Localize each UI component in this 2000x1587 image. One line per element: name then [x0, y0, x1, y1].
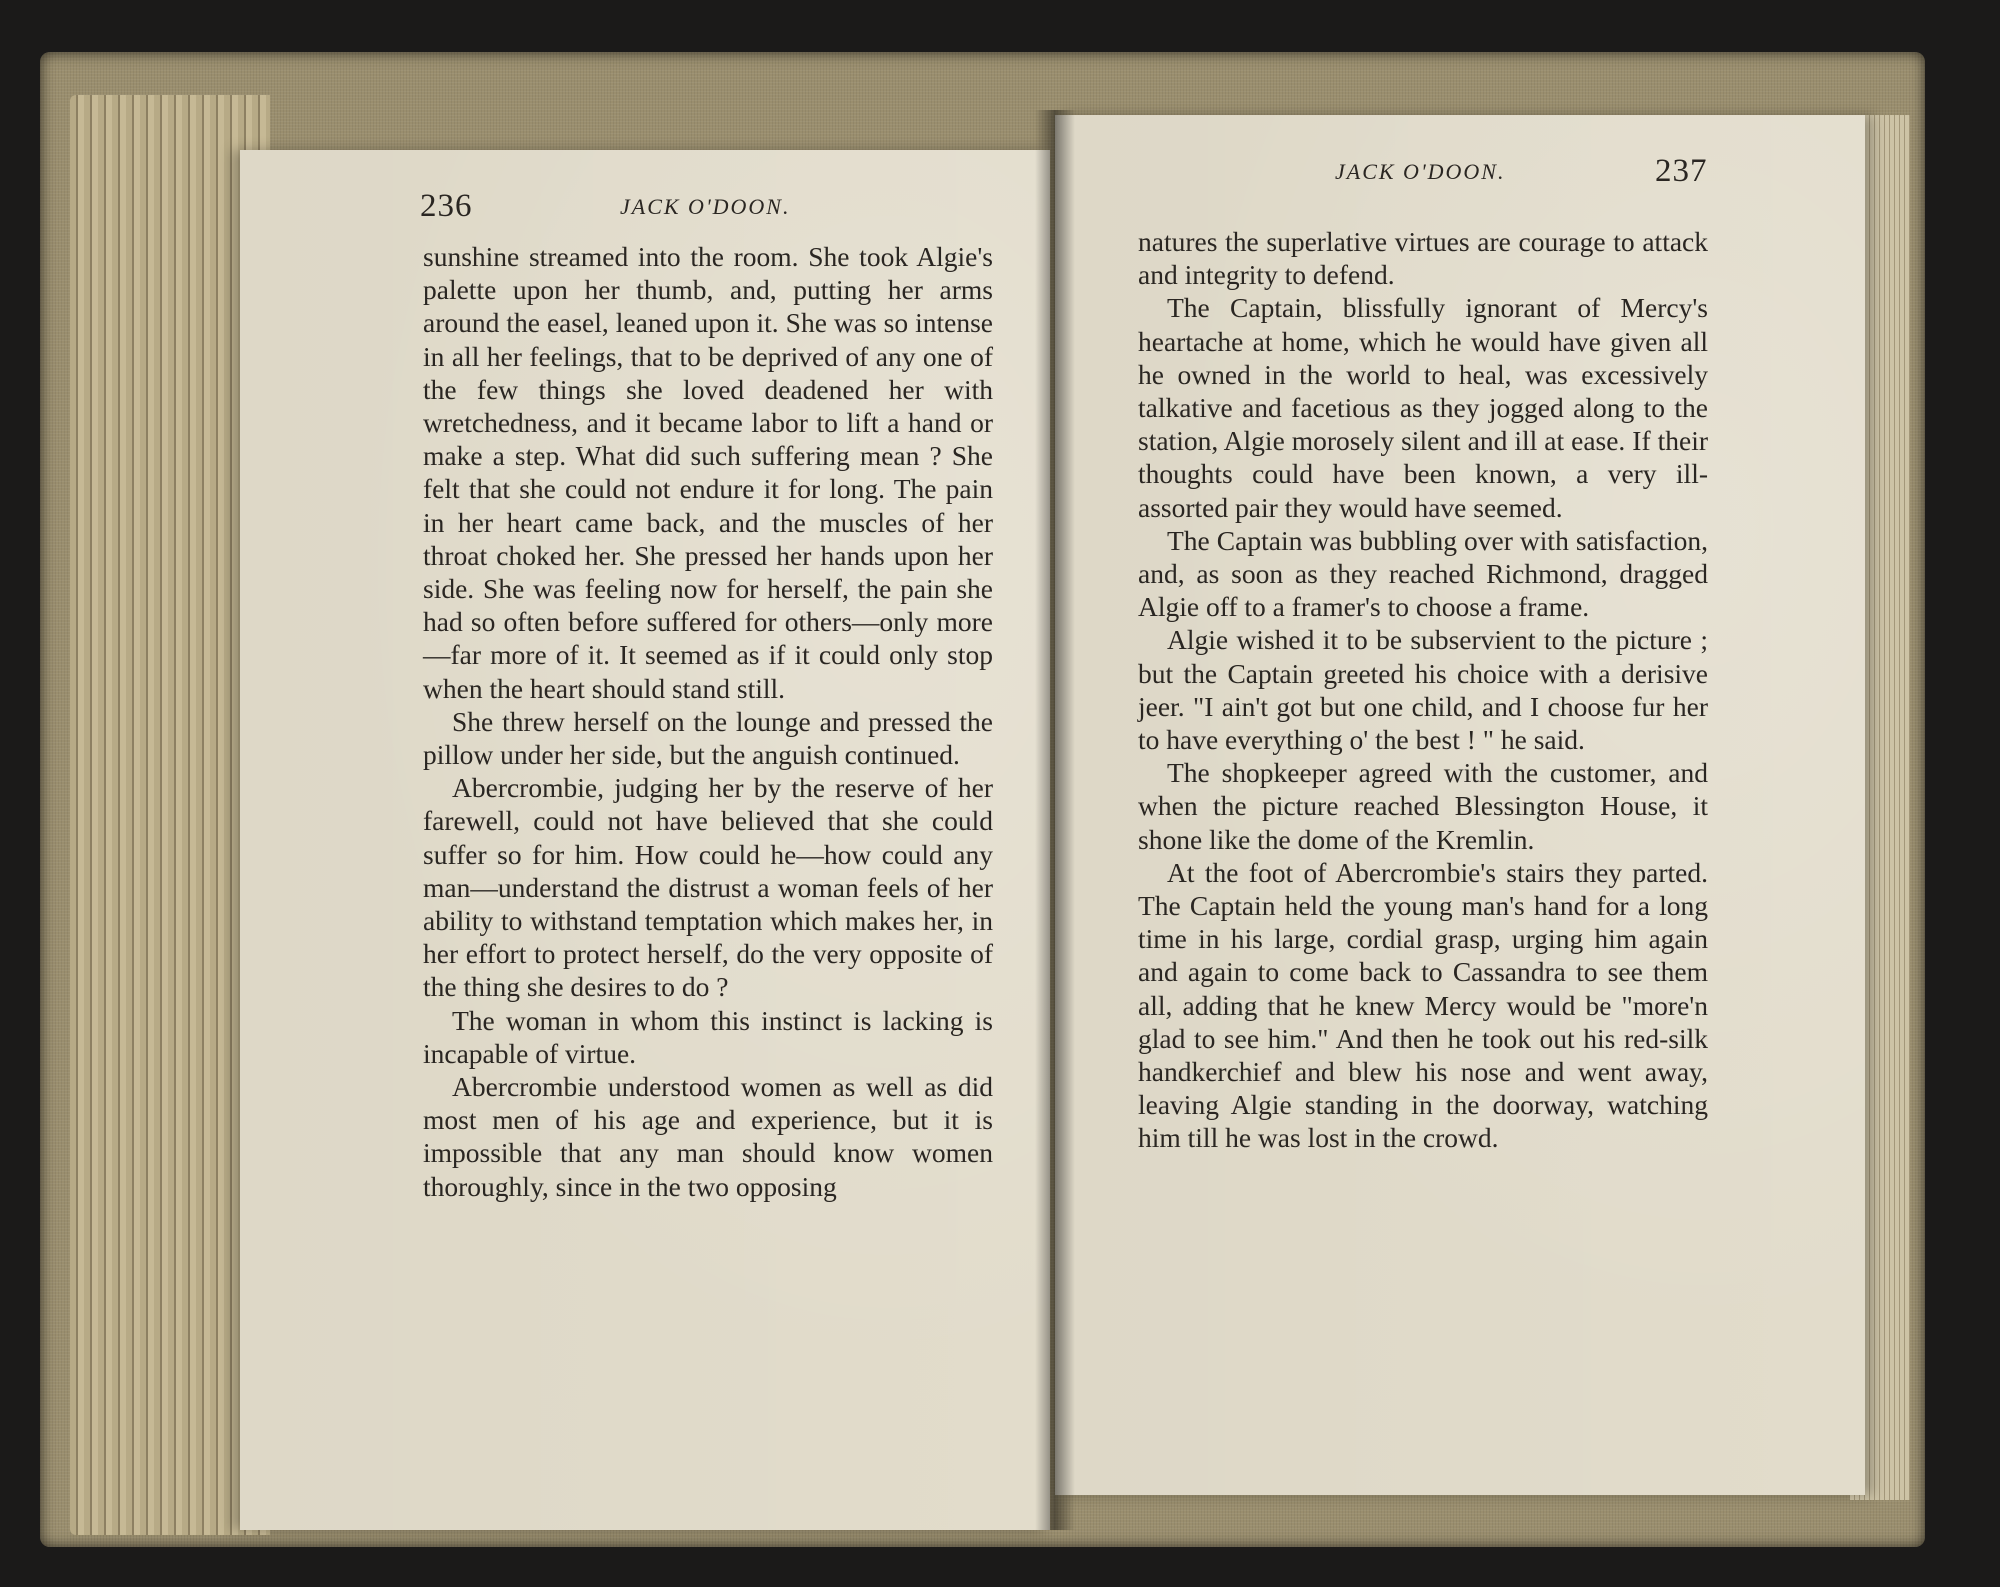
paragraph: At the foot of Abercrombie's stairs they parted. The Captain held the young man's hand for a long time in his large, cordial grasp, urging him again and again to come back to Cassandra to see them all, adding that he knew Mercy would be "more'n glad to see him." And then he took out his red-silk handkerchief and blew his nose and went away, leaving Algie standing in the doorway, watching him till he was lost in the crowd.	[1138, 856, 1708, 1154]
page-body	[1138, 225, 1708, 1155]
paragraph: The shopkeeper agreed with the customer, and when the picture reached Blessington House, it shone like the dome of the Kremlin.	[1138, 757, 1708, 855]
paragraph: natures the superlative virtues are courage to attack and integrity to defend.	[1138, 226, 1708, 291]
page-body	[423, 240, 993, 1203]
paragraph: The woman in whom this instinct is lacking is incapable of virtue.	[423, 1004, 993, 1069]
running-head-left	[240, 188, 1050, 228]
paragraph: sunshine streamed into the room. She took Algie's palette upon her thumb, and, putting her arms around the easel, leaned upon it. She was so intense in all her feelings, that to be deprived of any one of the few things she loved deadened her with wretchedness, and it became labor to lift a hand or make a step. What did such suffering mean ? She felt that she could not endure it for long. The pain in her heart came back, and the muscles of her throat choked her. She pressed her hands upon her side. She was feeling now for herself, the pain she had so often before suffered for others—only more—far more of it. It seemed as if it could only stop when the heart should stand still.	[423, 241, 993, 704]
running-title: JACK O'DOON.	[620, 194, 791, 219]
book-gutter	[1035, 110, 1075, 1530]
paragraph: Abercrombie understood women as well as did most men of his age and experience, but it is impossible that any man should know women thoroughly, since in the two opposing	[423, 1071, 993, 1202]
paragraph: She threw herself on the lounge and pressed the pillow under her side, but the anguish continued.	[423, 705, 993, 771]
paragraph: The Captain was bubbling over with satisfaction, and, as soon as they reached Richmond, dragged Algie off to a framer's to choose a frame.	[1138, 524, 1708, 623]
running-head-right	[1055, 153, 1865, 193]
page-number: 236	[420, 188, 473, 224]
left-page	[240, 150, 1050, 1530]
right-page	[1055, 115, 1865, 1495]
page-number: 237	[1655, 153, 1708, 189]
paragraph: The Captain, blissfully ignorant of Mercy's heartache at home, which he would have given all he owned in the world to heal, was excessively talkative and facetious as they jogged along to the station, Algie morosely silent and ill at ease. If their thoughts could have been known, a very ill-assorted pair they would have seemed.	[1138, 292, 1708, 523]
paragraph: Algie wished it to be subservient to the picture ; but the Captain greeted his choice with a derisive jeer. "I ain't got but one child, and I choose fur her to have everything o' the best ! " he said.	[1138, 624, 1708, 756]
running-title: JACK O'DOON.	[1335, 159, 1506, 184]
paragraph: Abercrombie, judging her by the reserve of her farewell, could not have believed that she could suffer so for him. How could he—how could any man—understand the distrust a woman feels of her ability to withstand temptation which makes her, in her effort to protect herself, do the very opposite of the thing she desires to do ?	[423, 772, 993, 1003]
